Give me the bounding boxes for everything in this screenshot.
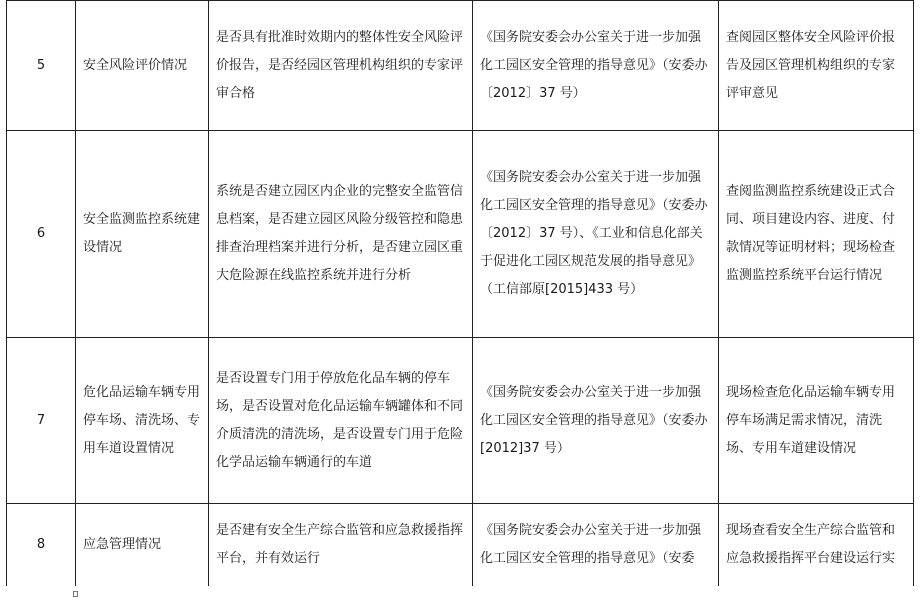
inspection-method: 现场检查危化品运输车辆专用停车场满足需求情况，清洗场、专用车道建设情况 <box>719 338 914 504</box>
inspection-item: 安全风险评价情况 <box>76 1 209 131</box>
regulatory-basis: 《国务院安委会办公室关于进一步加强化工园区安全管理的指导意见》（安委办〔2012〕37 号）、《工业和信息化部关于促进化工园区规范发展的指导意见》（工信部原[2015]433 号） <box>473 131 719 338</box>
inspection-method: 查阅园区整体安全风险评价报告及园区管理机构组织的专家评审意见 <box>719 1 914 131</box>
table-row <box>7 504 914 587</box>
inspection-item: 应急管理情况 <box>76 504 209 587</box>
inspection-method: 查阅监测监控系统建设正式合同、项目建设内容、进度、付款情况等证明材料；现场检查监测监控系统平台运行情况 <box>719 131 914 338</box>
inspection-criteria: 是否建有安全生产综合监管和应急救援指挥平台，并有效运行 <box>209 504 473 587</box>
table-row <box>7 131 914 338</box>
row-number: 8 <box>7 504 76 587</box>
row-number: 5 <box>7 1 76 131</box>
row-number: 7 <box>7 338 76 504</box>
inspection-criteria: 是否设置专门用于停放危化品车辆的停车场，是否设置对危化品运输车辆罐体和不同介质清洗的清洗场，是否设置专门用于危险化学品运输车辆通行的车道 <box>209 338 473 504</box>
inspection-criteria: 是否具有批准时效期内的整体性安全风险评价报告，是否经园区管理机构组织的专家评审合格 <box>209 1 473 131</box>
inspection-method: 现场查看安全生产综合监管和应急救援指挥平台建设运行实 <box>719 504 914 587</box>
regulatory-basis: 《国务院安委会办公室关于进一步加强化工园区安全管理的指导意见》（安委办[2012]37 号） <box>473 338 719 504</box>
regulatory-basis: 《国务院安委会办公室关于进一步加强化工园区安全管理的指导意见》（安委办〔2012〕37 号） <box>473 1 719 131</box>
table-row <box>7 338 914 504</box>
inspection-item: 安全监测监控系统建设情况 <box>76 131 209 338</box>
inspection-table <box>6 0 914 586</box>
row-number: 6 <box>7 131 76 338</box>
table-row <box>7 1 914 131</box>
paragraph-mark-icon <box>73 591 78 597</box>
inspection-item: 危化品运输车辆专用停车场、清洗场、专用车道设置情况 <box>76 338 209 504</box>
regulatory-basis: 《国务院安委会办公室关于进一步加强化工园区安全管理的指导意见》（安委 <box>473 504 719 587</box>
inspection-criteria: 系统是否建立园区内企业的完整安全监管信息档案，是否建立园区风险分级管控和隐患排查治理档案并进行分析，是否建立园区重大危险源在线监控系统并进行分析 <box>209 131 473 338</box>
